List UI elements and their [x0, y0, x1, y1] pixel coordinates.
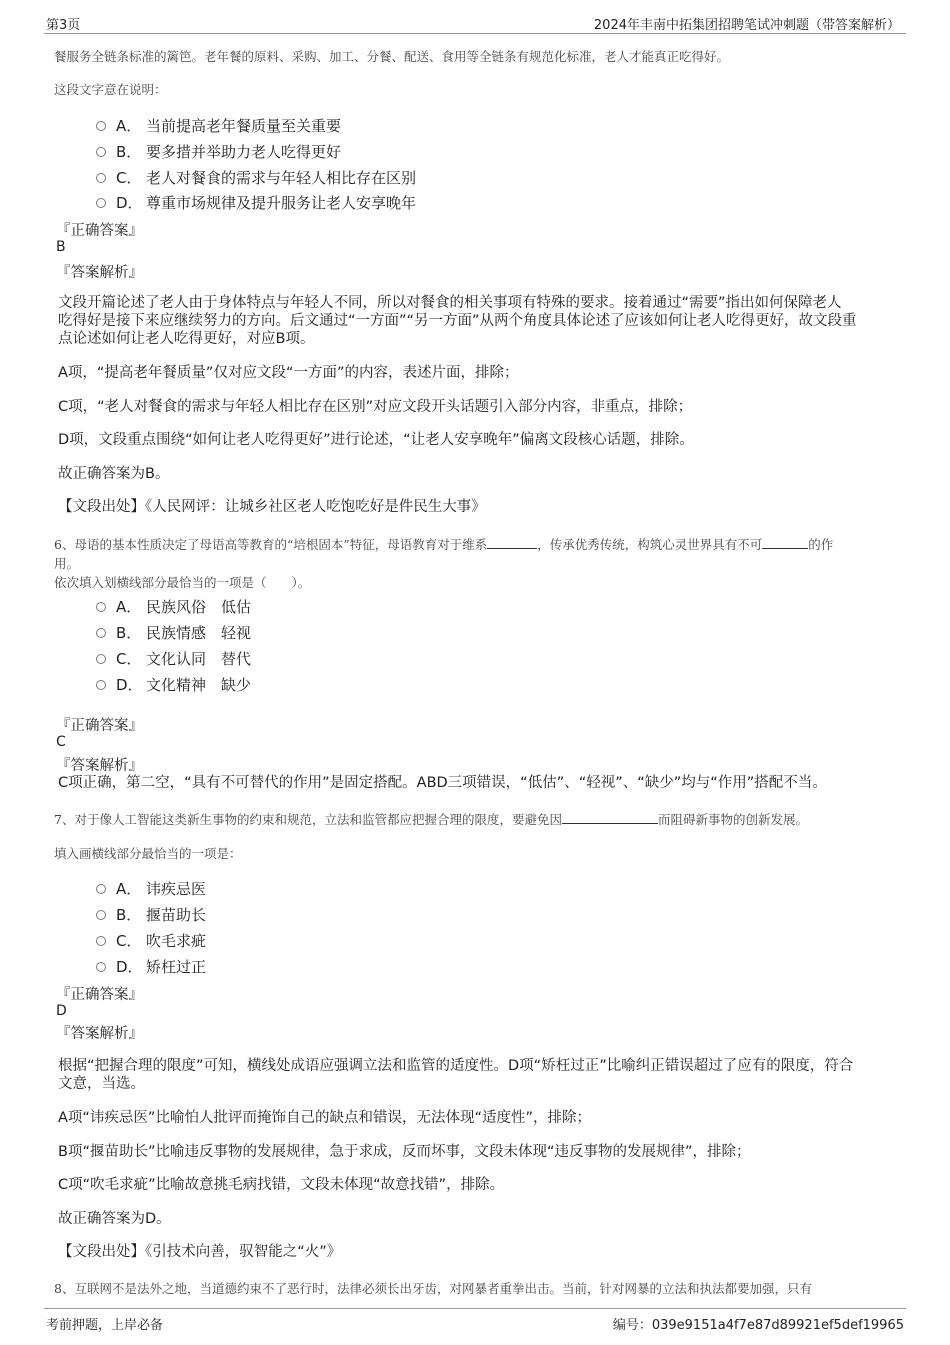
- radio-icon[interactable]: [96, 884, 106, 894]
- q5-analysis-a: A项，“提高老年餐质量”仅对应文段“一方面”的内容，表述片面，排除；: [58, 365, 519, 381]
- radio-icon[interactable]: [96, 628, 106, 638]
- radio-icon[interactable]: [96, 936, 106, 946]
- q6-prompt: 依次填入划横线部分最恰当的一项是（ ）。: [54, 575, 311, 590]
- q5-option-c[interactable]: C． 老人对餐食的需求与年轻人相比存在区别: [96, 167, 416, 188]
- blank-line: [562, 811, 658, 824]
- q7-analysis-line-1: 根据“把握合理的限度”可知，横线处成语应强调立法和监管的适度性。D项“矫枉过正”比喻纠正错误超过了应有的限度，符合: [58, 1058, 854, 1074]
- q6-option-c[interactable]: C． 文化认同 替代: [96, 648, 251, 669]
- q7-stem: 7、对于像人工智能这类新生事物的约束和规范，立法和监管都应把握合理的限度，要避免因 而阻碍新事物的创新发展。: [54, 812, 808, 827]
- q7-prompt: 填入画横线部分最恰当的一项是：: [54, 846, 242, 861]
- radio-icon[interactable]: [96, 121, 106, 131]
- q8-stem: 8、互联网不是法外之地，当道德约束不了恶行时，法律必须长出牙齿，对网暴者重拳出击。当前，针对网暴的立法和执法都要加强，只有: [54, 1281, 812, 1296]
- q6-analysis: C项正确，第二空，“具有不可替代的作用”是固定搭配。ABD三项错误，“低估”、“轻视”、“缺少”均与“作用”搭配不当。: [58, 775, 827, 791]
- footer-slogan: 考前押题，上岸必备: [46, 1318, 164, 1333]
- q5-answer: B: [56, 239, 66, 255]
- q6-answer: C: [56, 734, 66, 750]
- q5-analysis-d: D项，文段重点围绕“如何让老人吃得更好”进行论述，“让老人安享晚年”偏离文段核心话题，排除。: [58, 432, 694, 448]
- blank-line: [762, 536, 808, 549]
- q5-option-b[interactable]: B． 要多措并举助力老人吃得更好: [96, 141, 341, 162]
- q7-analysis-b: B项“揠苗助长”比喻违反事物的发展规律，急于求成，反而坏事，文段未体现“违反事物的发展规律”，排除；: [58, 1144, 751, 1160]
- q5-source: 【文段出处】《人民网评：让城乡社区老人吃饱吃好是件民生大事》: [58, 499, 486, 515]
- q5-conclusion: 故正确答案为B。: [58, 466, 170, 482]
- radio-icon[interactable]: [96, 147, 106, 157]
- q5-analysis-label: 『答案解析』: [56, 265, 143, 281]
- q5-option-a[interactable]: A． 当前提高老年餐质量至关重要: [96, 115, 341, 136]
- radio-icon[interactable]: [96, 962, 106, 972]
- radio-icon[interactable]: [96, 680, 106, 690]
- q5-analysis-line-2: 吃得好是接下来应继续努力的方向。后文通过“一方面”“另一方面”从两个角度具体论述了应该如何让老人吃得更好，故文段重: [58, 313, 857, 329]
- q7-source: 【文段出处】《引技术向善，驭智能之“火”》: [58, 1244, 342, 1260]
- q7-answer: D: [56, 1003, 67, 1019]
- q7-option-c[interactable]: C． 吹毛求疵: [96, 930, 206, 951]
- document-code: 编号：039e9151a4f7e87d89921ef5def19965: [612, 1318, 904, 1333]
- q6-stem-end: 用。: [54, 556, 80, 571]
- q6-analysis-label: 『答案解析』: [56, 758, 143, 774]
- q7-answer-label: 『正确答案』: [56, 987, 143, 1003]
- blank-line: [487, 536, 537, 549]
- header-divider: [44, 33, 906, 34]
- radio-icon[interactable]: [96, 198, 106, 208]
- radio-icon[interactable]: [96, 173, 106, 183]
- q7-conclusion: 故正确答案为D。: [58, 1211, 171, 1227]
- q5-answer-label: 『正确答案』: [56, 223, 143, 239]
- q5-prompt: 这段文字意在说明：: [54, 82, 167, 97]
- q5-analysis-c: C项，“老人对餐食的需求与年轻人相比存在区别”对应文段开头话题引入部分内容，非重点，排除；: [58, 399, 693, 415]
- q7-analysis-line-2: 文意，当选。: [58, 1076, 145, 1092]
- q7-option-b[interactable]: B． 揠苗助长: [96, 904, 206, 925]
- radio-icon[interactable]: [96, 654, 106, 664]
- q7-option-a[interactable]: A． 讳疾忌医: [96, 878, 206, 899]
- page-number: 第3页: [46, 18, 81, 33]
- q6-option-d[interactable]: D． 文化精神 缺少: [96, 674, 251, 695]
- radio-icon[interactable]: [96, 910, 106, 920]
- q7-analysis-label: 『答案解析』: [56, 1026, 143, 1042]
- q6-option-b[interactable]: B． 民族情感 轻视: [96, 622, 251, 643]
- q7-option-d[interactable]: D． 矫枉过正: [96, 956, 206, 977]
- q5-stem-tail: 餐服务全链条标准的篱笆。老年餐的原料、采购、加工、分餐、配送、食用等全链条有规范化标准，老人才能真正吃得好。: [54, 49, 730, 64]
- footer-divider: [44, 1308, 906, 1309]
- q7-analysis-c: C项“吹毛求疵”比喻故意挑毛病找错，文段未体现“故意找错”，排除。: [58, 1177, 505, 1193]
- q5-analysis-line-3: 点论述如何让老人吃得更好，对应B项。: [58, 331, 315, 347]
- q5-analysis-line-1: 文段开篇论述了老人由于身体特点与年轻人不同，所以对餐食的相关事项有特殊的要求。接着通过“需要”指出如何保障老人: [58, 295, 842, 311]
- q6-stem: 6、母语的基本性质决定了母语高等教育的“培根固本”特征，母语教育对于维系 ，传承优秀传统，构筑心灵世界具有不可 的作: [54, 537, 834, 552]
- radio-icon[interactable]: [96, 602, 106, 612]
- q6-option-a[interactable]: A． 民族风俗 低估: [96, 596, 251, 617]
- document-title: 2024年丰南中拓集团招聘笔试冲刺题（带答案解析）: [593, 18, 900, 33]
- q5-option-d[interactable]: D． 尊重市场规律及提升服务让老人安享晚年: [96, 192, 416, 213]
- q6-answer-label: 『正确答案』: [56, 718, 143, 734]
- q7-analysis-a: A项“讳疾忌医”比喻怕人批评而掩饰自己的缺点和错误，无法体现“适度性”，排除；: [58, 1110, 591, 1126]
